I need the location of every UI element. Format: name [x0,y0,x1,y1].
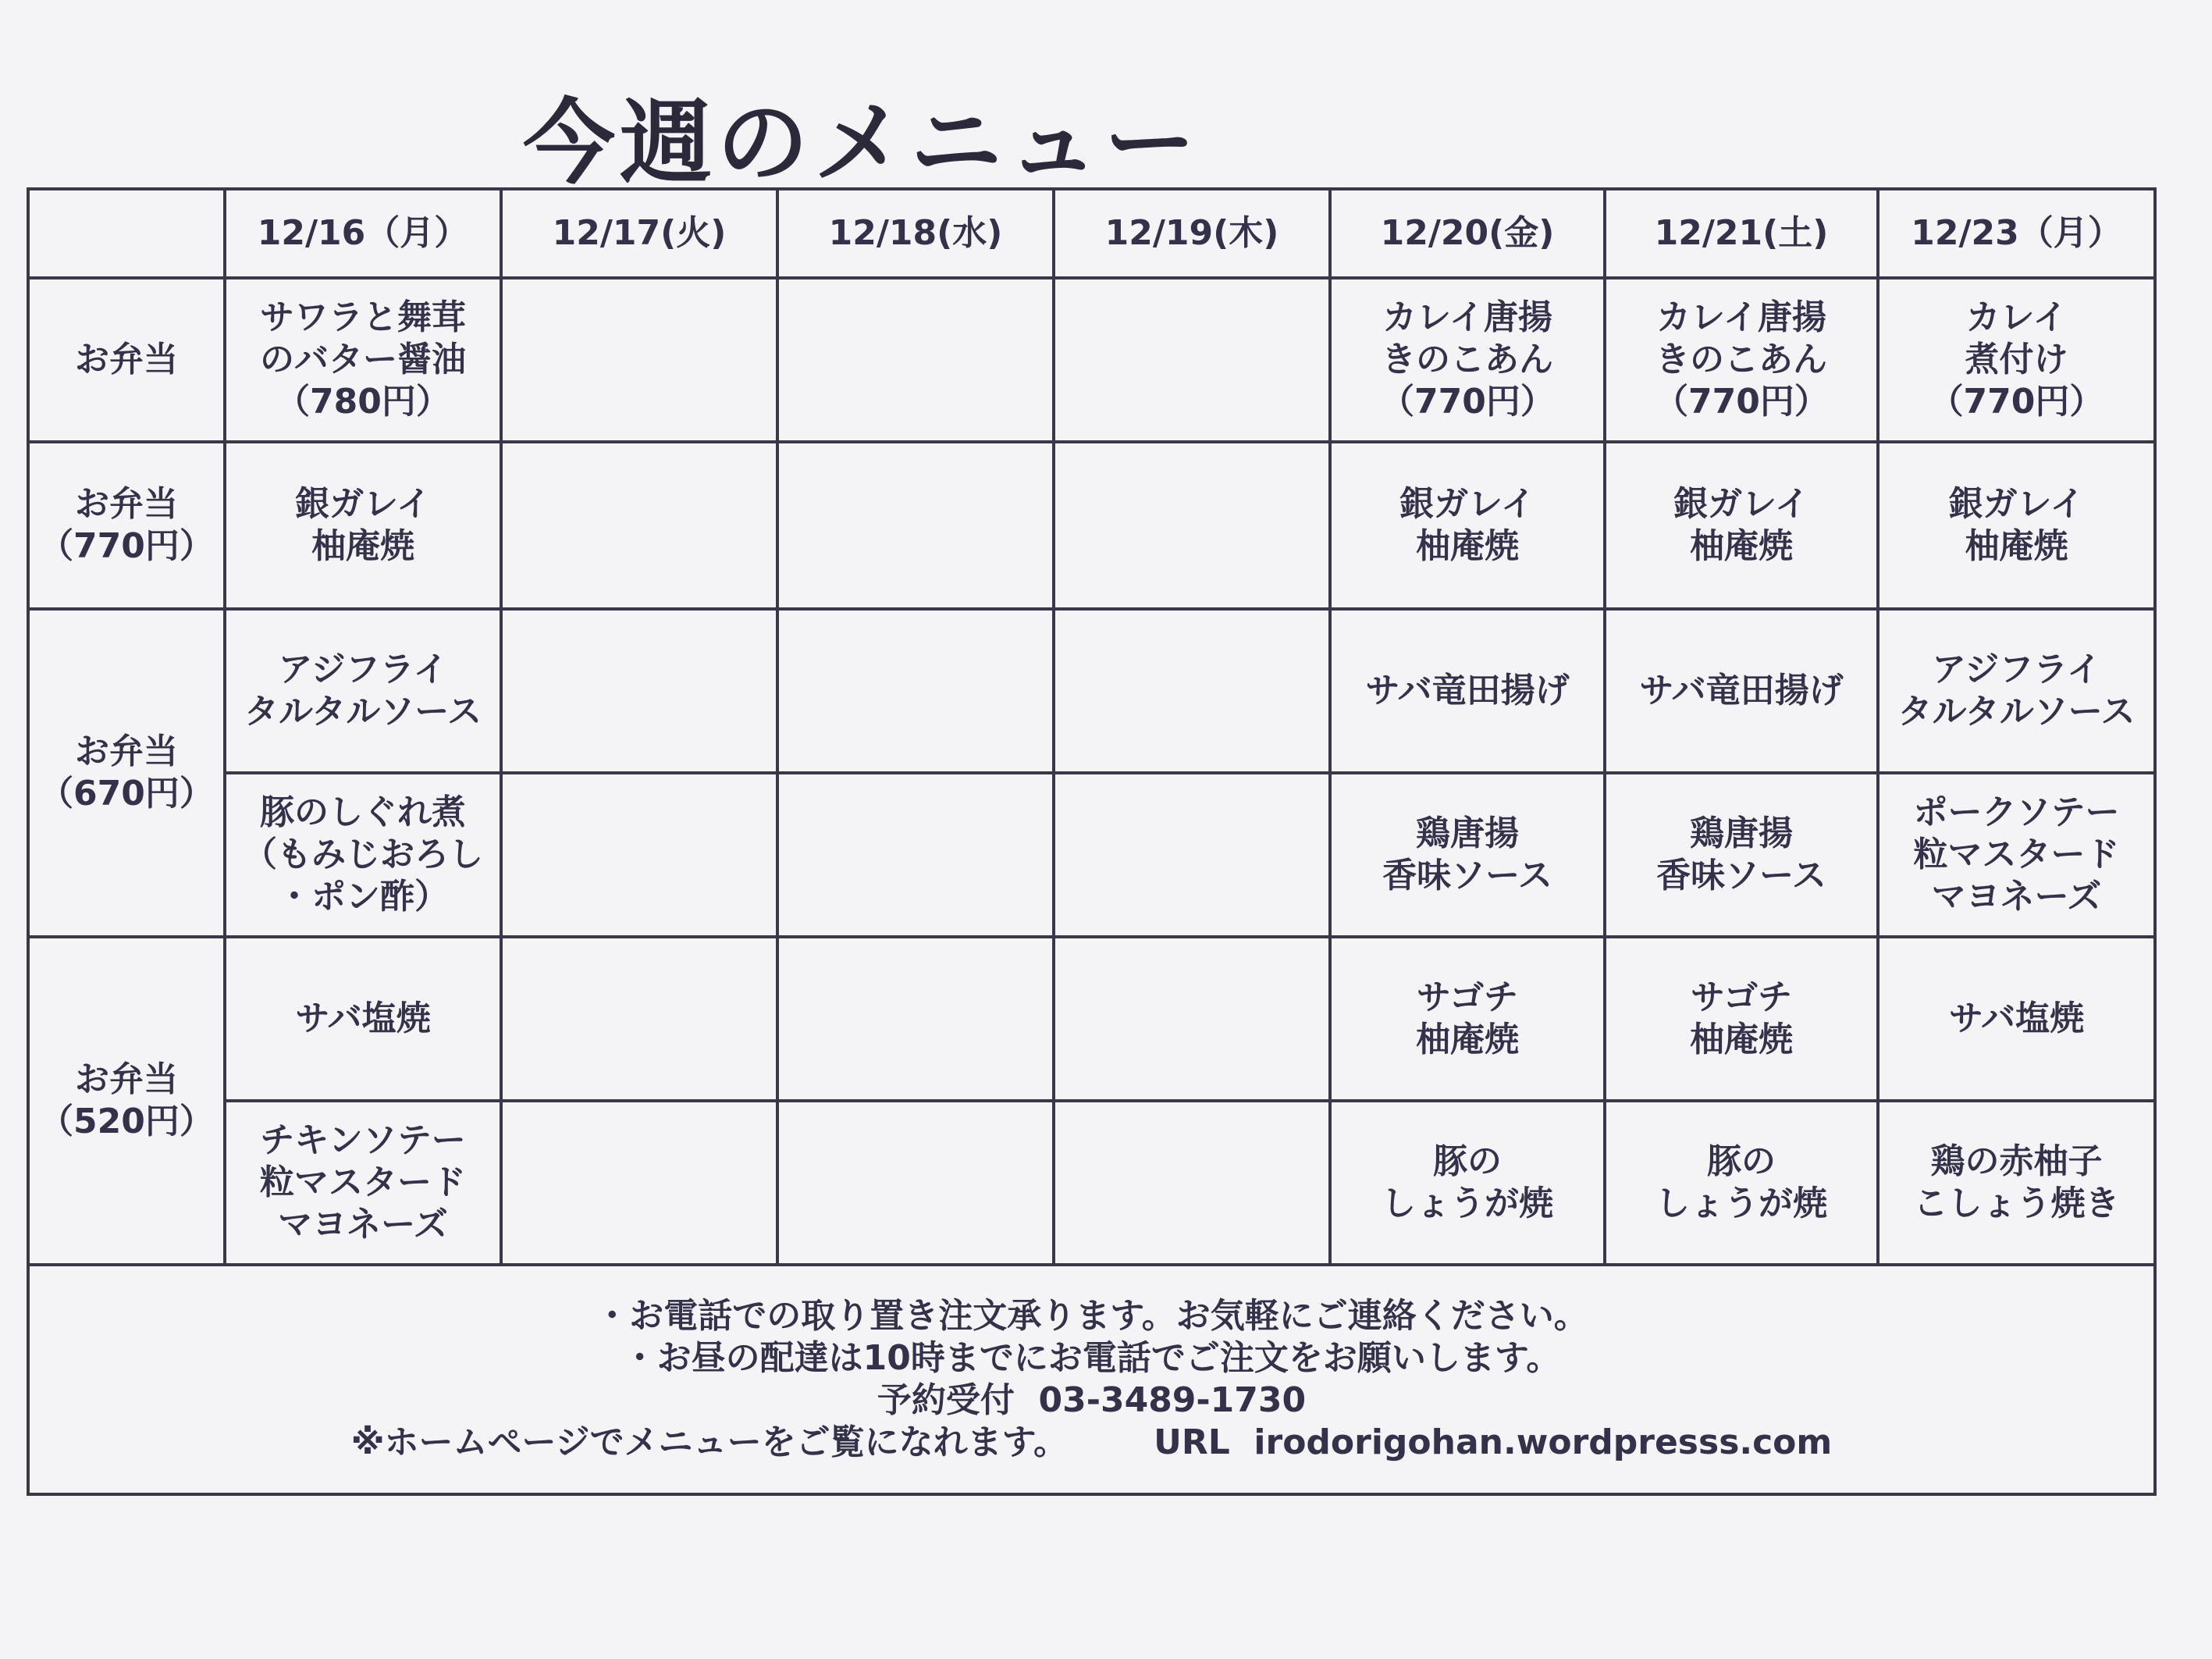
dish-text: 柚庵焼 [1690,1020,1793,1059]
dish-text: （770円） [1929,382,2104,422]
dish-text: こしょう焼き [1913,1184,2120,1223]
dish-text: （770円） [1654,382,1829,422]
menu-cell [1878,442,2155,609]
dish-text: きのこあん [1655,340,1827,379]
menu-cell [1054,609,1330,773]
reservation-line [33,1380,2150,1422]
homepage-url: irodorigohan.wordpresss.com [1254,1422,1833,1462]
homepage-note: ※ホームページでメニューをご覧になれます。 [350,1422,1069,1462]
menu-cell [1054,1101,1330,1265]
menu-cell [1605,1101,1878,1265]
dish-text: 柚庵焼 [1416,526,1519,566]
dish-text: サゴチ [1690,977,1793,1017]
menu-cell [777,442,1054,609]
dish-text: 銀ガレイ [295,484,431,524]
dish-text: ポークソテー [1913,792,2120,832]
menu-cell [225,1101,501,1265]
dish-text: カレイ唐揚 [1382,297,1552,337]
menu-cell [1330,1101,1605,1265]
notes-cell [28,1265,2155,1494]
dish-text: サバ塩焼 [1948,999,2085,1038]
dish-text: 鶏唐揚 [1416,813,1519,853]
menu-cell [1878,609,2155,773]
dish-text: 銀ガレイ [1948,484,2085,524]
dish-text: カレイ唐揚 [1656,297,1826,337]
dish-text: 銀ガレイ [1399,484,1535,524]
menu-cell [501,937,777,1101]
page-title: 今週のメニュー [523,89,1201,197]
menu-cell [777,609,1054,773]
dish-text: 柚庵焼 [1690,526,1793,566]
menu-cell [501,278,777,442]
dish-text: 豚の [1707,1141,1776,1181]
dish-text: サバ塩焼 [295,999,431,1038]
category-label: お弁当 [75,340,178,379]
url-label: URL [1154,1422,1230,1462]
menu-row [28,442,2155,609]
menu-cell [225,937,501,1101]
menu-cell [225,278,501,442]
menu-cell [1054,278,1330,442]
dish-text: （780円） [276,382,450,422]
category-label: （770円） [39,526,214,566]
delivery-note: ・お昼の配達は10時までにお電話でご注文をお願いします。 [622,1338,1561,1378]
weekly-menu-table [27,187,2157,1496]
menu-cell [1330,278,1605,442]
menu-cell [501,773,777,937]
dish-text: （もみじおろし [243,835,483,874]
menu-cell [225,442,501,609]
dish-text: 鶏唐揚 [1690,813,1793,853]
dish-text: カレイ [1965,297,2068,337]
category-label: （670円） [39,774,214,813]
dish-text: （770円） [1380,382,1555,422]
menu-row [28,278,2155,442]
category-label: お弁当 [75,484,178,524]
bento-category-cell [28,278,225,442]
dish-text: しょうが焼 [1655,1184,1827,1223]
category-label: （520円） [39,1102,214,1141]
dish-text: 柚庵焼 [1416,1020,1519,1059]
menu-cell [1054,442,1330,609]
date-header: 12/18(水) [777,189,1054,278]
menu-cell [777,773,1054,937]
date-header: 12/23（月） [1878,189,2155,278]
menu-cell [1330,442,1605,609]
menu-cell [777,937,1054,1101]
menu-cell [1054,773,1330,937]
dish-text: タルタルソース [244,692,482,732]
date-header-row [28,189,2155,278]
menu-row [28,773,2155,937]
menu-cell [1330,773,1605,937]
menu-cell [501,442,777,609]
menu-cell [501,609,777,773]
category-label: お弁当 [75,1059,178,1099]
menu-cell [1605,609,1878,773]
dish-text: 鶏の赤柚子 [1930,1141,2103,1181]
dish-text: 豚の [1433,1141,1502,1181]
homepage-line [33,1422,2150,1464]
footer-row [28,1265,2155,1494]
menu-cell [1605,278,1878,442]
menu-cell [1605,442,1878,609]
dish-text: 柚庵焼 [1965,526,2068,566]
date-header: 12/16（月） [225,189,501,278]
date-header: 12/17(火) [501,189,777,278]
reservation-label: 予約受付 [877,1380,1015,1420]
menu-cell [501,1101,777,1265]
category-label: お弁当 [75,732,178,771]
dish-text: 豚のしぐれ煮 [260,792,466,832]
menu-cell [1878,278,2155,442]
dish-text: きのこあん [1382,340,1553,379]
menu-cell [1330,937,1605,1101]
menu-cell [777,278,1054,442]
corner-cell [28,189,225,278]
menu-row [28,609,2155,773]
date-header: 12/20(金) [1330,189,1605,278]
bento-category-cell [28,937,225,1265]
menu-cell [225,609,501,773]
dish-text: アジフライ [278,650,448,689]
dish-text: ・ポン酢） [277,877,449,917]
date-header: 12/19(木) [1054,189,1330,278]
dish-text: タルタルソース [1897,692,2136,732]
dish-text: サワラと舞茸 [260,297,466,337]
dish-text: 香味ソース [1656,856,1826,895]
dish-text: サバ竜田揚げ [1365,671,1570,710]
menu-cell [1330,609,1605,773]
menu-row [28,937,2155,1101]
date-header: 12/21(土) [1605,189,1878,278]
menu-sheet [27,187,2153,1495]
dish-text: 銀ガレイ [1673,484,1809,524]
menu-cell [1878,773,2155,937]
phone-order-note: ・お電話での取り置き注文承ります。お気軽にご連絡ください。 [595,1296,1588,1336]
dish-text: 粒マスタード [260,1162,466,1202]
menu-cell [1605,773,1878,937]
dish-text: しょうが焼 [1382,1184,1553,1223]
dish-text: マヨネーズ [1931,877,2102,917]
dish-text: 香味ソース [1382,856,1552,895]
bento-category-cell [28,442,225,609]
menu-cell [777,1101,1054,1265]
dish-text: アジフライ [1932,650,2101,689]
menu-cell [225,773,501,937]
bento-category-cell [28,609,225,937]
dish-text: のバター醤油 [260,340,466,379]
dish-text: 柚庵焼 [311,526,414,566]
dish-text: サゴチ [1416,977,1519,1017]
menu-cell [1878,937,2155,1101]
menu-cell [1878,1101,2155,1265]
dish-text: チキンソテー [260,1120,466,1160]
dish-text: 煮付け [1965,340,2068,379]
dish-text: 粒マスタード [1913,835,2120,874]
menu-cell [1054,937,1330,1101]
dish-text: マヨネーズ [278,1205,448,1244]
phone-number: 03-3489-1730 [1038,1380,1307,1420]
menu-row [28,1101,2155,1265]
dish-text: サバ竜田揚げ [1639,671,1844,710]
menu-cell [1605,937,1878,1101]
